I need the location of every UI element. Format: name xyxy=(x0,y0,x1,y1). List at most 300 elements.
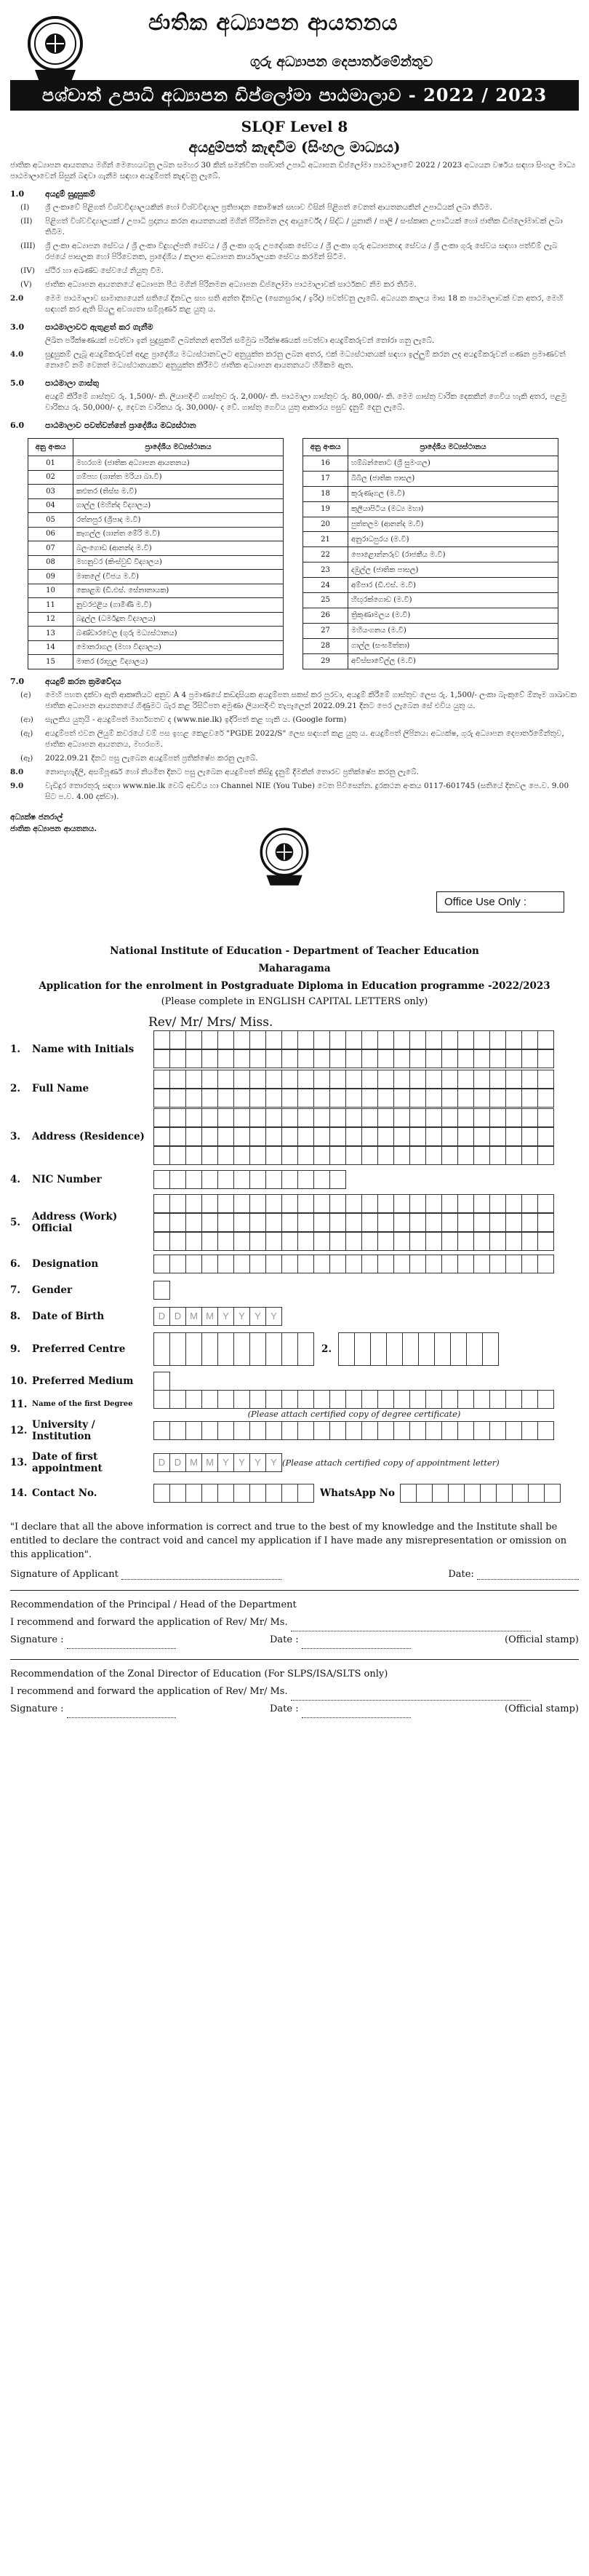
whatsapp-box[interactable] xyxy=(464,1484,481,1503)
letter-box[interactable] xyxy=(153,1255,170,1273)
letter-box[interactable] xyxy=(281,1255,298,1273)
letter-box[interactable] xyxy=(473,1030,490,1049)
letter-box[interactable] xyxy=(281,1484,298,1503)
letter-box[interactable] xyxy=(393,1089,410,1108)
letter-box[interactable] xyxy=(473,1089,490,1108)
letter-box[interactable] xyxy=(425,1108,442,1127)
letter-box[interactable] xyxy=(153,1030,170,1049)
letter-box[interactable] xyxy=(329,1421,346,1440)
letter-box[interactable] xyxy=(297,1108,314,1127)
letter-box[interactable] xyxy=(409,1194,426,1213)
whatsapp-box[interactable] xyxy=(528,1484,545,1503)
letter-box[interactable] xyxy=(537,1232,554,1251)
letter-box[interactable] xyxy=(217,1089,234,1108)
letter-box[interactable] xyxy=(217,1127,234,1146)
letter-box[interactable] xyxy=(473,1390,490,1409)
letter-box[interactable] xyxy=(217,1146,234,1165)
letter-box[interactable] xyxy=(441,1049,458,1068)
letter-box[interactable] xyxy=(297,1421,314,1440)
letter-box[interactable] xyxy=(329,1070,346,1089)
date-box[interactable]: Y xyxy=(265,1453,282,1472)
letter-box[interactable] xyxy=(217,1070,234,1089)
letter-box[interactable] xyxy=(393,1049,410,1068)
letter-box[interactable] xyxy=(169,1421,186,1440)
letter-box[interactable] xyxy=(249,1146,266,1165)
letter-box[interactable] xyxy=(169,1089,186,1108)
letter-box[interactable] xyxy=(361,1255,378,1273)
letter-box[interactable] xyxy=(489,1390,506,1409)
letter-box[interactable] xyxy=(313,1232,330,1251)
letter-box[interactable] xyxy=(185,1194,202,1213)
letter-box[interactable] xyxy=(217,1108,234,1127)
letter-box[interactable] xyxy=(201,1421,218,1440)
letter-box[interactable] xyxy=(489,1146,506,1165)
letter-box[interactable] xyxy=(217,1049,234,1068)
letter-box[interactable] xyxy=(473,1421,490,1440)
letter-box[interactable] xyxy=(521,1194,538,1213)
whatsapp-box[interactable] xyxy=(480,1484,497,1503)
centre-2-box[interactable] xyxy=(386,1332,403,1366)
letter-box[interactable] xyxy=(249,1213,266,1232)
letter-box[interactable] xyxy=(345,1049,362,1068)
letter-box[interactable] xyxy=(409,1146,426,1165)
letter-box[interactable] xyxy=(345,1213,362,1232)
letter-box[interactable] xyxy=(249,1170,266,1189)
letter-box[interactable] xyxy=(217,1232,234,1251)
letter-box[interactable] xyxy=(297,1146,314,1165)
letter-box[interactable] xyxy=(345,1127,362,1146)
letter-box[interactable] xyxy=(329,1194,346,1213)
letter-box[interactable] xyxy=(297,1390,314,1409)
letter-box[interactable] xyxy=(265,1213,282,1232)
letter-box[interactable] xyxy=(425,1146,442,1165)
letter-box[interactable] xyxy=(329,1049,346,1068)
centre-1-box[interactable] xyxy=(217,1332,234,1366)
letter-box[interactable] xyxy=(313,1390,330,1409)
letter-box[interactable] xyxy=(153,1194,170,1213)
letter-box[interactable] xyxy=(217,1170,234,1189)
letter-box[interactable] xyxy=(185,1108,202,1127)
centre-1-box[interactable] xyxy=(249,1332,266,1366)
letter-box[interactable] xyxy=(153,1070,170,1089)
date-box[interactable]: Y xyxy=(217,1453,234,1472)
letter-box[interactable] xyxy=(537,1030,554,1049)
letter-box[interactable] xyxy=(425,1213,442,1232)
letter-box[interactable] xyxy=(281,1213,298,1232)
letter-box[interactable] xyxy=(265,1127,282,1146)
letter-box[interactable] xyxy=(201,1170,218,1189)
letter-box[interactable] xyxy=(409,1421,426,1440)
letter-box[interactable] xyxy=(185,1049,202,1068)
letter-box[interactable] xyxy=(457,1108,474,1127)
letter-box[interactable] xyxy=(313,1030,330,1049)
letter-box[interactable] xyxy=(473,1049,490,1068)
letter-box[interactable] xyxy=(393,1232,410,1251)
letter-box[interactable] xyxy=(153,1372,170,1391)
letter-box[interactable] xyxy=(361,1421,378,1440)
letter-box[interactable] xyxy=(505,1232,522,1251)
letter-box[interactable] xyxy=(361,1213,378,1232)
letter-box[interactable] xyxy=(201,1390,218,1409)
letter-box[interactable] xyxy=(185,1255,202,1273)
letter-box[interactable] xyxy=(329,1255,346,1273)
letter-box[interactable] xyxy=(281,1146,298,1165)
director-date-field[interactable] xyxy=(302,1717,411,1718)
letter-box[interactable] xyxy=(505,1213,522,1232)
letter-box[interactable] xyxy=(361,1108,378,1127)
letter-box[interactable] xyxy=(153,1213,170,1232)
centre-1-box[interactable] xyxy=(281,1332,298,1366)
letter-box[interactable] xyxy=(361,1146,378,1165)
letter-box[interactable] xyxy=(409,1049,426,1068)
letter-box[interactable] xyxy=(345,1146,362,1165)
letter-box[interactable] xyxy=(313,1127,330,1146)
date-box[interactable]: D xyxy=(169,1453,186,1472)
letter-box[interactable] xyxy=(313,1108,330,1127)
letter-box[interactable] xyxy=(425,1127,442,1146)
letter-box[interactable] xyxy=(265,1146,282,1165)
letter-box[interactable] xyxy=(409,1089,426,1108)
letter-box[interactable] xyxy=(409,1030,426,1049)
letter-box[interactable] xyxy=(377,1194,394,1213)
letter-box[interactable] xyxy=(537,1255,554,1273)
letter-box[interactable] xyxy=(457,1127,474,1146)
letter-box[interactable] xyxy=(217,1194,234,1213)
date-box[interactable]: M xyxy=(185,1453,202,1472)
letter-box[interactable] xyxy=(473,1213,490,1232)
letter-box[interactable] xyxy=(425,1232,442,1251)
letter-box[interactable] xyxy=(265,1070,282,1089)
letter-box[interactable] xyxy=(217,1030,234,1049)
letter-box[interactable] xyxy=(185,1070,202,1089)
letter-box[interactable] xyxy=(233,1108,250,1127)
letter-box[interactable] xyxy=(153,1170,170,1189)
letter-box[interactable] xyxy=(297,1089,314,1108)
whatsapp-box[interactable] xyxy=(432,1484,449,1503)
letter-box[interactable] xyxy=(377,1421,394,1440)
letter-box[interactable] xyxy=(345,1030,362,1049)
letter-box[interactable] xyxy=(217,1421,234,1440)
letter-box[interactable] xyxy=(265,1232,282,1251)
letter-box[interactable] xyxy=(537,1127,554,1146)
letter-box[interactable] xyxy=(409,1255,426,1273)
letter-box[interactable] xyxy=(281,1170,298,1189)
letter-box[interactable] xyxy=(233,1070,250,1089)
letter-box[interactable] xyxy=(233,1089,250,1108)
principal-signature-field[interactable] xyxy=(67,1648,176,1649)
letter-box[interactable] xyxy=(281,1070,298,1089)
letter-box[interactable] xyxy=(281,1049,298,1068)
letter-box[interactable] xyxy=(201,1232,218,1251)
letter-box[interactable] xyxy=(505,1127,522,1146)
letter-box[interactable] xyxy=(329,1030,346,1049)
letter-box[interactable] xyxy=(393,1146,410,1165)
letter-box[interactable] xyxy=(441,1194,458,1213)
letter-box[interactable] xyxy=(249,1089,266,1108)
centre-1-box[interactable] xyxy=(169,1332,186,1366)
letter-box[interactable] xyxy=(265,1255,282,1273)
letter-box[interactable] xyxy=(441,1089,458,1108)
letter-box[interactable] xyxy=(313,1421,330,1440)
letter-box[interactable] xyxy=(297,1049,314,1068)
letter-box[interactable] xyxy=(297,1194,314,1213)
letter-box[interactable] xyxy=(521,1070,538,1089)
letter-box[interactable] xyxy=(409,1390,426,1409)
whatsapp-box[interactable] xyxy=(416,1484,433,1503)
letter-box[interactable] xyxy=(201,1255,218,1273)
letter-box[interactable] xyxy=(361,1232,378,1251)
letter-box[interactable] xyxy=(169,1030,186,1049)
letter-box[interactable] xyxy=(169,1255,186,1273)
letter-box[interactable] xyxy=(489,1070,506,1089)
letter-box[interactable] xyxy=(505,1070,522,1089)
whatsapp-box[interactable] xyxy=(544,1484,561,1503)
letter-box[interactable] xyxy=(361,1127,378,1146)
letter-box[interactable] xyxy=(409,1108,426,1127)
centre-2-box[interactable] xyxy=(466,1332,483,1366)
letter-box[interactable] xyxy=(345,1089,362,1108)
letter-box[interactable] xyxy=(361,1070,378,1089)
letter-box[interactable] xyxy=(521,1213,538,1232)
letter-box[interactable] xyxy=(537,1108,554,1127)
letter-box[interactable] xyxy=(377,1213,394,1232)
letter-box[interactable] xyxy=(297,1484,314,1503)
letter-box[interactable] xyxy=(329,1127,346,1146)
letter-box[interactable] xyxy=(265,1108,282,1127)
letter-box[interactable] xyxy=(169,1127,186,1146)
letter-box[interactable] xyxy=(329,1213,346,1232)
letter-box[interactable] xyxy=(217,1484,234,1503)
letter-box[interactable] xyxy=(505,1255,522,1273)
centre-1-box[interactable] xyxy=(297,1332,314,1366)
letter-box[interactable] xyxy=(233,1194,250,1213)
letter-box[interactable] xyxy=(473,1070,490,1089)
letter-box[interactable] xyxy=(169,1108,186,1127)
centre-2-box[interactable] xyxy=(434,1332,451,1366)
letter-box[interactable] xyxy=(185,1484,202,1503)
centre-1-box[interactable] xyxy=(153,1332,170,1366)
letter-box[interactable] xyxy=(425,1421,442,1440)
letter-box[interactable] xyxy=(457,1421,474,1440)
letter-box[interactable] xyxy=(393,1127,410,1146)
letter-box[interactable] xyxy=(473,1146,490,1165)
letter-box[interactable] xyxy=(393,1108,410,1127)
letter-box[interactable] xyxy=(393,1255,410,1273)
date-box[interactable]: Y xyxy=(233,1453,250,1472)
letter-box[interactable] xyxy=(457,1030,474,1049)
letter-box[interactable] xyxy=(457,1194,474,1213)
letter-box[interactable] xyxy=(345,1194,362,1213)
date-box[interactable]: Y xyxy=(233,1307,250,1326)
letter-box[interactable] xyxy=(249,1127,266,1146)
letter-box[interactable] xyxy=(313,1170,330,1189)
letter-box[interactable] xyxy=(441,1127,458,1146)
letter-box[interactable] xyxy=(265,1390,282,1409)
centre-2-box[interactable] xyxy=(402,1332,419,1366)
letter-box[interactable] xyxy=(265,1170,282,1189)
applicant-signature-field[interactable] xyxy=(121,1579,281,1580)
letter-box[interactable] xyxy=(457,1146,474,1165)
whatsapp-box[interactable] xyxy=(400,1484,417,1503)
letter-box[interactable] xyxy=(361,1089,378,1108)
letter-box[interactable] xyxy=(537,1194,554,1213)
letter-box[interactable] xyxy=(169,1484,186,1503)
letter-box[interactable] xyxy=(473,1232,490,1251)
letter-box[interactable] xyxy=(393,1030,410,1049)
letter-box[interactable] xyxy=(313,1146,330,1165)
centre-2-box[interactable] xyxy=(418,1332,435,1366)
letter-box[interactable] xyxy=(345,1421,362,1440)
centre-2-box[interactable] xyxy=(354,1332,371,1366)
letter-box[interactable] xyxy=(505,1108,522,1127)
letter-box[interactable] xyxy=(393,1070,410,1089)
letter-box[interactable] xyxy=(441,1146,458,1165)
letter-box[interactable] xyxy=(377,1127,394,1146)
letter-box[interactable] xyxy=(297,1255,314,1273)
letter-box[interactable] xyxy=(489,1089,506,1108)
centre-1-box[interactable] xyxy=(265,1332,282,1366)
letter-box[interactable] xyxy=(169,1213,186,1232)
letter-box[interactable] xyxy=(409,1070,426,1089)
letter-box[interactable] xyxy=(281,1089,298,1108)
letter-box[interactable] xyxy=(201,1194,218,1213)
letter-box[interactable] xyxy=(345,1070,362,1089)
letter-box[interactable] xyxy=(521,1255,538,1273)
letter-box[interactable] xyxy=(521,1232,538,1251)
letter-box[interactable] xyxy=(489,1213,506,1232)
letter-box[interactable] xyxy=(521,1108,538,1127)
letter-box[interactable] xyxy=(297,1170,314,1189)
letter-box[interactable] xyxy=(441,1030,458,1049)
date-box[interactable]: M xyxy=(201,1453,218,1472)
letter-box[interactable] xyxy=(521,1146,538,1165)
letter-box[interactable] xyxy=(281,1194,298,1213)
letter-box[interactable] xyxy=(201,1089,218,1108)
letter-box[interactable] xyxy=(489,1194,506,1213)
letter-box[interactable] xyxy=(521,1030,538,1049)
centre-2-box[interactable] xyxy=(450,1332,467,1366)
letter-box[interactable] xyxy=(537,1213,554,1232)
whatsapp-box[interactable] xyxy=(496,1484,513,1503)
letter-box[interactable] xyxy=(313,1213,330,1232)
letter-box[interactable] xyxy=(153,1089,170,1108)
letter-box[interactable] xyxy=(265,1194,282,1213)
letter-box[interactable] xyxy=(217,1390,234,1409)
letter-box[interactable] xyxy=(473,1255,490,1273)
letter-box[interactable] xyxy=(489,1232,506,1251)
letter-box[interactable] xyxy=(233,1232,250,1251)
letter-box[interactable] xyxy=(249,1232,266,1251)
letter-box[interactable] xyxy=(361,1390,378,1409)
letter-box[interactable] xyxy=(201,1030,218,1049)
letter-box[interactable] xyxy=(185,1127,202,1146)
letter-box[interactable] xyxy=(201,1484,218,1503)
letter-box[interactable] xyxy=(377,1108,394,1127)
letter-box[interactable] xyxy=(537,1146,554,1165)
letter-box[interactable] xyxy=(425,1089,442,1108)
letter-box[interactable] xyxy=(505,1049,522,1068)
letter-box[interactable] xyxy=(297,1070,314,1089)
letter-box[interactable] xyxy=(425,1390,442,1409)
letter-box[interactable] xyxy=(393,1213,410,1232)
letter-box[interactable] xyxy=(169,1170,186,1189)
letter-box[interactable] xyxy=(441,1232,458,1251)
letter-box[interactable] xyxy=(233,1421,250,1440)
letter-box[interactable] xyxy=(441,1213,458,1232)
letter-box[interactable] xyxy=(537,1089,554,1108)
letter-box[interactable] xyxy=(201,1213,218,1232)
letter-box[interactable] xyxy=(345,1390,362,1409)
letter-box[interactable] xyxy=(217,1213,234,1232)
whatsapp-box[interactable] xyxy=(512,1484,529,1503)
letter-box[interactable] xyxy=(521,1421,538,1440)
letter-box[interactable] xyxy=(185,1170,202,1189)
letter-box[interactable] xyxy=(377,1146,394,1165)
letter-box[interactable] xyxy=(169,1070,186,1089)
letter-box[interactable] xyxy=(537,1070,554,1089)
letter-box[interactable] xyxy=(185,1146,202,1165)
letter-box[interactable] xyxy=(265,1049,282,1068)
letter-box[interactable] xyxy=(409,1232,426,1251)
letter-box[interactable] xyxy=(249,1070,266,1089)
letter-box[interactable] xyxy=(153,1049,170,1068)
letter-box[interactable] xyxy=(297,1232,314,1251)
letter-box[interactable] xyxy=(505,1089,522,1108)
letter-box[interactable] xyxy=(249,1421,266,1440)
letter-box[interactable] xyxy=(281,1127,298,1146)
letter-box[interactable] xyxy=(457,1049,474,1068)
letter-box[interactable] xyxy=(505,1194,522,1213)
letter-box[interactable] xyxy=(537,1421,554,1440)
whatsapp-box[interactable] xyxy=(448,1484,465,1503)
letter-box[interactable] xyxy=(169,1049,186,1068)
date-box[interactable]: Y xyxy=(249,1453,266,1472)
letter-box[interactable] xyxy=(489,1127,506,1146)
letter-box[interactable] xyxy=(265,1089,282,1108)
letter-box[interactable] xyxy=(249,1390,266,1409)
centre-2-box[interactable] xyxy=(482,1332,499,1366)
letter-box[interactable] xyxy=(313,1194,330,1213)
letter-box[interactable] xyxy=(153,1232,170,1251)
letter-box[interactable] xyxy=(473,1194,490,1213)
letter-box[interactable] xyxy=(329,1390,346,1409)
letter-box[interactable] xyxy=(537,1049,554,1068)
letter-box[interactable] xyxy=(201,1146,218,1165)
letter-box[interactable] xyxy=(169,1232,186,1251)
letter-box[interactable] xyxy=(281,1390,298,1409)
letter-box[interactable] xyxy=(249,1484,266,1503)
letter-box[interactable] xyxy=(233,1170,250,1189)
letter-box[interactable] xyxy=(233,1030,250,1049)
letter-box[interactable] xyxy=(345,1108,362,1127)
letter-box[interactable] xyxy=(457,1390,474,1409)
letter-box[interactable] xyxy=(505,1030,522,1049)
letter-box[interactable] xyxy=(201,1108,218,1127)
letter-box[interactable] xyxy=(233,1127,250,1146)
letter-box[interactable] xyxy=(281,1232,298,1251)
letter-box[interactable] xyxy=(441,1070,458,1089)
letter-box[interactable] xyxy=(297,1030,314,1049)
letter-box[interactable] xyxy=(521,1049,538,1068)
letter-box[interactable] xyxy=(457,1089,474,1108)
letter-box[interactable] xyxy=(425,1255,442,1273)
letter-box[interactable] xyxy=(361,1049,378,1068)
letter-box[interactable] xyxy=(153,1390,170,1409)
letter-box[interactable] xyxy=(233,1146,250,1165)
letter-box[interactable] xyxy=(297,1127,314,1146)
letter-box[interactable] xyxy=(313,1049,330,1068)
letter-box[interactable] xyxy=(185,1089,202,1108)
